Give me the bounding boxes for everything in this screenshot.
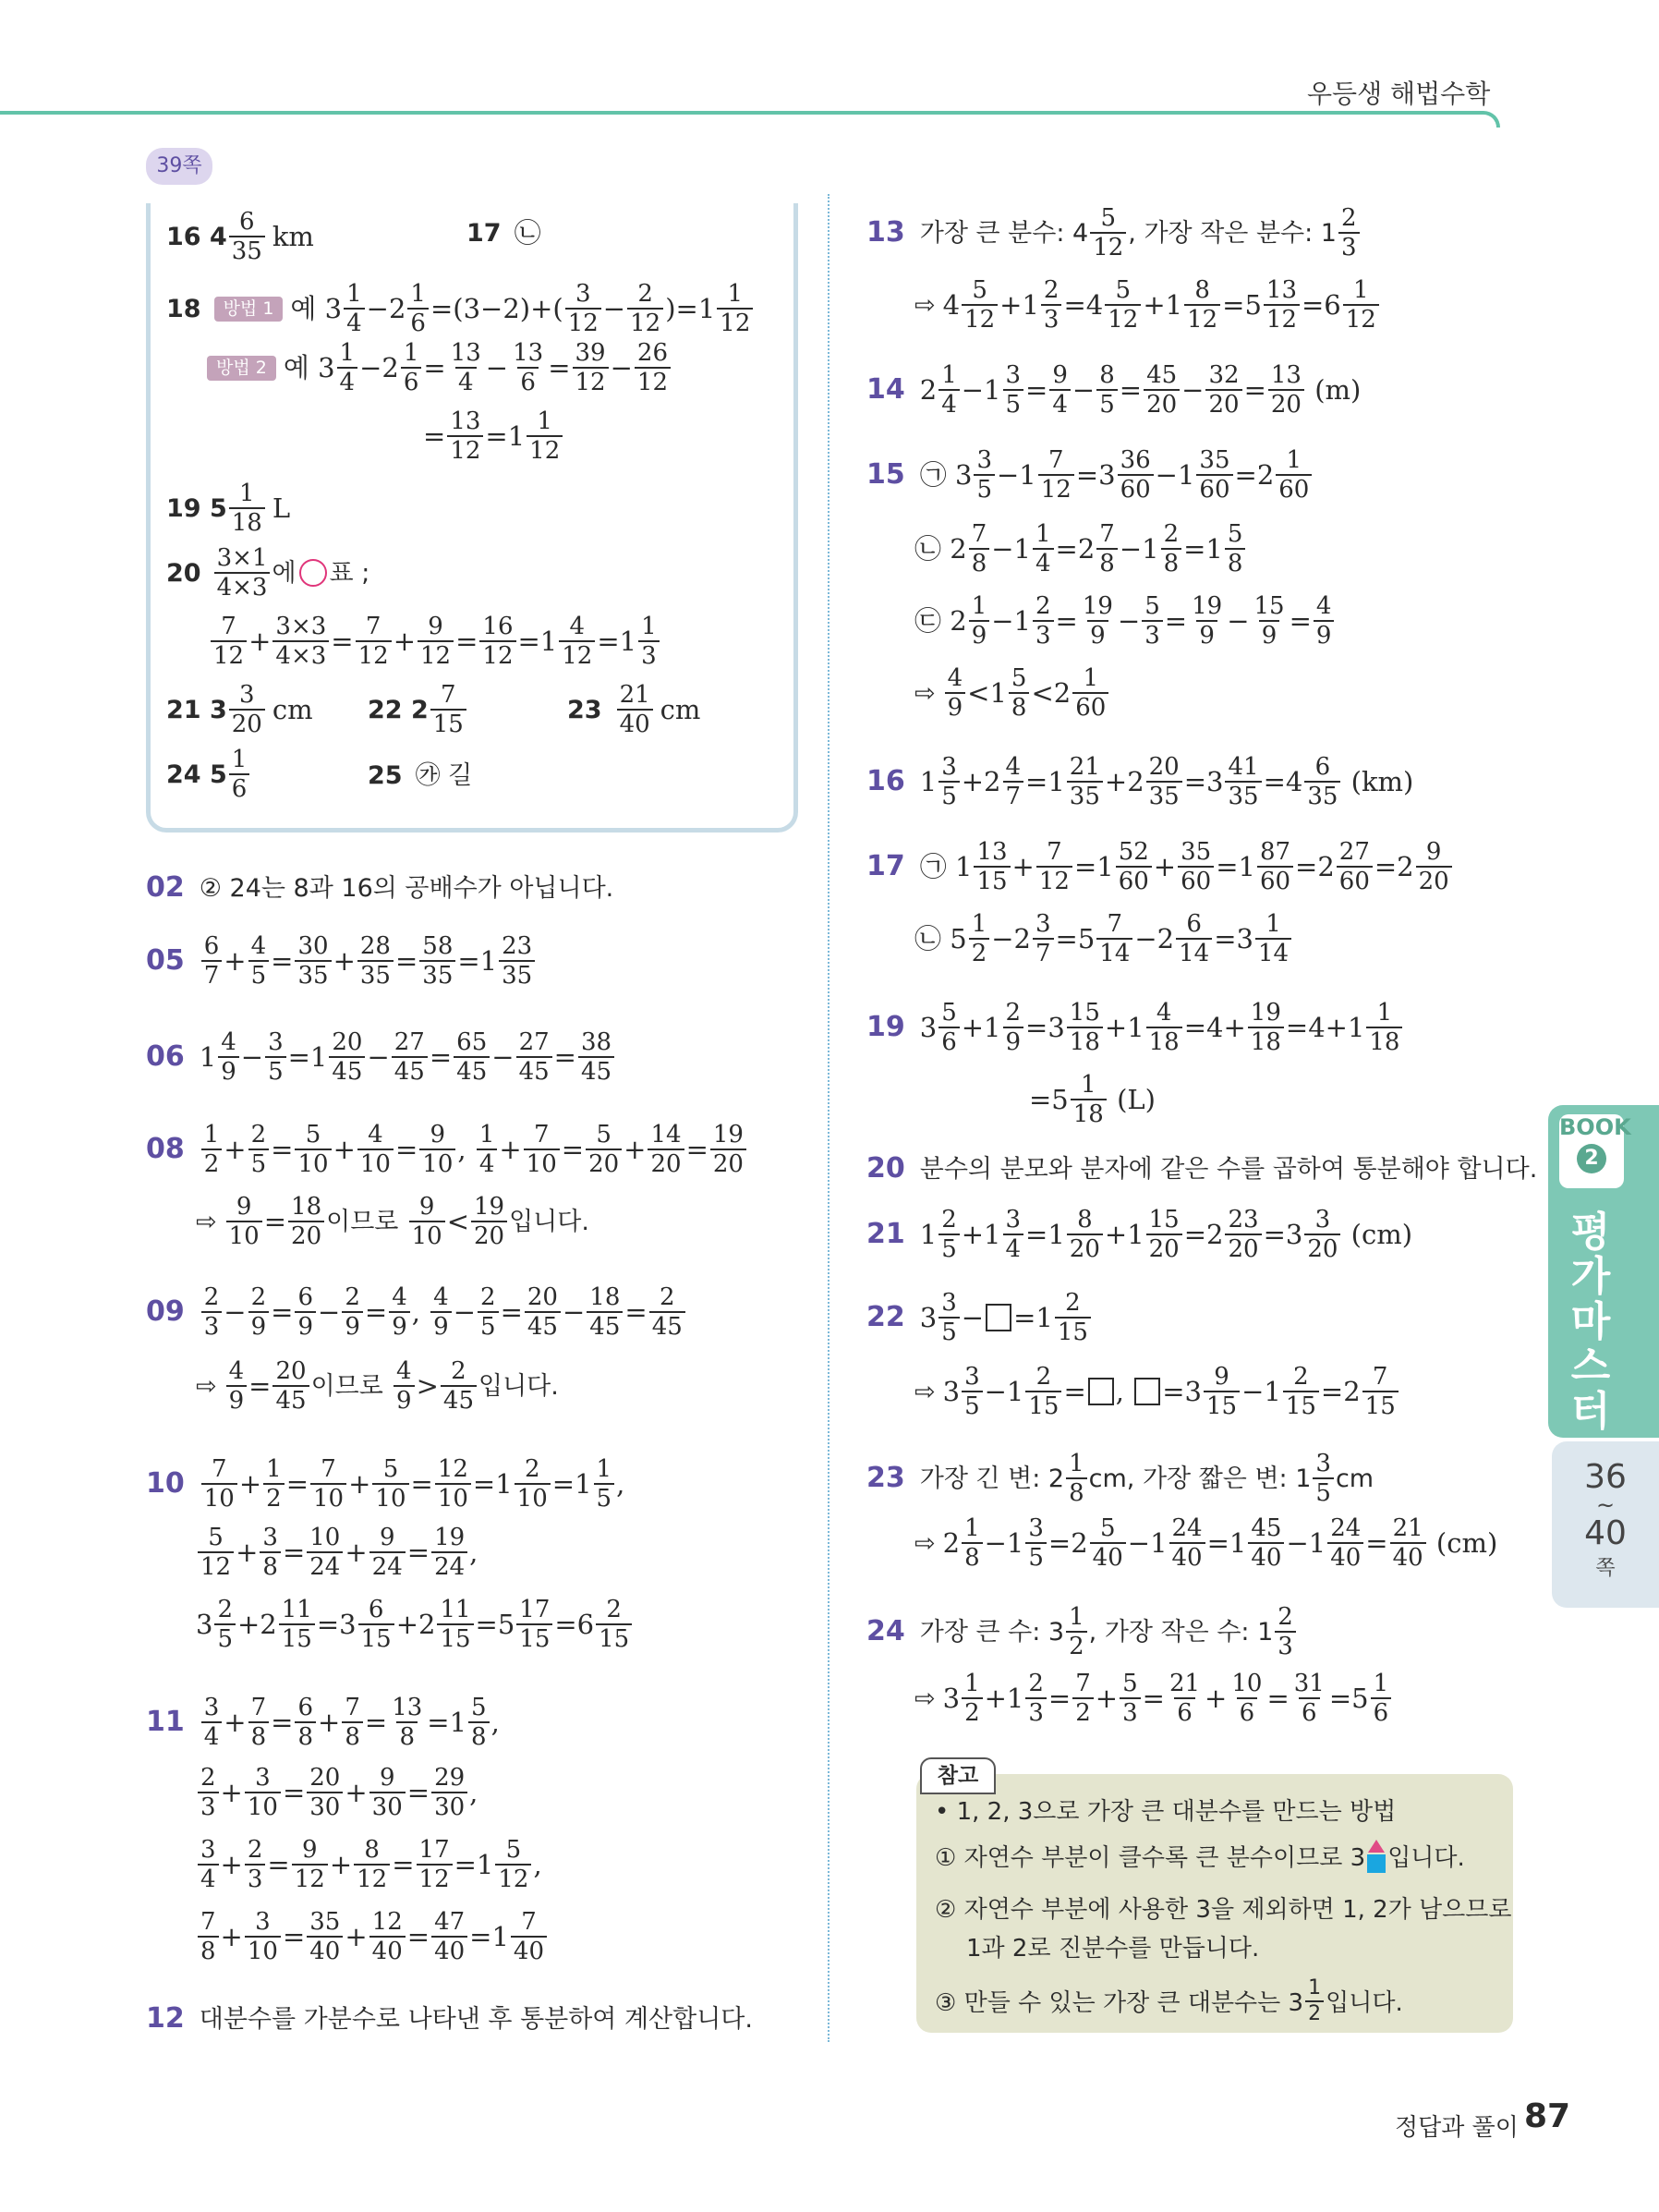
q12: 12 대분수를 가분수로 나타낸 후 통분하여 계산합니다.	[146, 2002, 753, 2035]
footer-label: 정답과 풀이	[1395, 2114, 1519, 2142]
note-line-3: ② 자연수 부분에 사용한 3을 제외하면 1, 2가 남으므로	[935, 1896, 1512, 1924]
book-badge: BOOK 2	[1559, 1114, 1624, 1188]
q23-calc: ⇨ 2 $\frac{1}{8}$ −1 $\frac{3}{5}$ =2 $\frac{5}{40}$ −1 $\frac{24}{40}$ =1 $\frac{45}{40}$ −1 $\frac{24}{40}$ = $\frac{21}{40}$ (cm)	[914, 1514, 1498, 1573]
q05: 05 $\frac{6}{7}$ + $\frac{4}{5}$ = $\frac{30}{35}$ + $\frac{28}{35}$ = $\frac{58}{35}$ =1 $\frac{23}{35}$	[146, 933, 537, 989]
q22: 22 3 $\frac{3}{5}$ − =1 $\frac{2}{15}$	[866, 1290, 1093, 1345]
q11: 11 $\frac{3}{4}$ + $\frac{7}{8}$ = $\frac{6}{8}$ + $\frac{7}{8}$ = $\frac{13}{8}$ =1 $\frac{5}{8}$ ,	[146, 1694, 500, 1752]
note-line-1: • 1, 2, 3으로 가장 큰 대분수를 만드는 방법	[935, 1798, 1397, 1826]
q08: 08 $\frac{1}{2}$ + $\frac{2}{5}$ = $\frac{5}{10}$ + $\frac{4}{10}$ = $\frac{9}{10}$ , $\frac{1}{4}$ + $\frac{7}{10}$ = $\frac{5}{20}$ + $\frac{14}{20}$ = $\frac{19}{20}$	[146, 1122, 748, 1177]
square-icon	[1367, 1854, 1386, 1873]
method-badge: 방법 2	[207, 356, 276, 381]
q06: 06 1 $\frac{4}{9}$ − $\frac{3}{5}$ =1 $\frac{20}{45}$ − $\frac{27}{45}$ = $\frac{65}{45}$ − $\frac{27}{45}$ = $\frac{38}{45}$	[146, 1029, 616, 1085]
note-line-5: ③ 만들 수 있는 가장 큰 대분수는 3 $\frac{1}{2}$ 입니다.	[935, 1976, 1403, 2025]
q11-line4: $\frac{7}{8}$ + $\frac{3}{10}$ = $\frac{35}{40}$ + $\frac{12}{40}$ = $\frac{47}{40}$ =1 $\frac{7}{40}$	[196, 1909, 549, 1964]
blank-box	[1134, 1378, 1160, 1405]
q11-line3: $\frac{3}{4}$ + $\frac{2}{3}$ = $\frac{9}{12}$ + $\frac{8}{12}$ = $\frac{17}{12}$ =1 $\frac{5}{12}$ ,	[196, 1837, 542, 1892]
circle-mark	[299, 559, 327, 587]
header-rule	[0, 111, 1500, 128]
pages-tab: 36 ~ 40 쪽	[1552, 1441, 1659, 1608]
q09-compare: ⇨ $\frac{4}{9}$ = $\frac{20}{45}$ 이므로 $\frac{4}{9}$ > $\frac{2}{45}$ 입니다.	[196, 1357, 559, 1416]
answer-18-result: = $\frac{13}{12}$ =1 $\frac{1}{12}$	[423, 408, 564, 464]
book-title: 우등생 해법수학	[1307, 79, 1491, 109]
note-tag: 참고	[920, 1757, 996, 1794]
page-tag: 39쪽	[146, 148, 212, 185]
column-divider	[828, 194, 830, 2042]
method-badge: 방법 1	[214, 297, 284, 322]
q19-result: =5 $\frac{1}{18}$ (L)	[1029, 1071, 1156, 1129]
q19: 19 3 $\frac{5}{6}$ +1 $\frac{2}{9}$ =3 $\frac{15}{18}$ +1 $\frac{4}{18}$ =4+ $\frac{19}{18}$ =4+1 $\frac{1}{18}$	[866, 1000, 1404, 1055]
answer-22: 22 2 $\frac{7}{15}$	[368, 682, 468, 737]
q09: 09 $\frac{2}{3}$ − $\frac{2}{9}$ = $\frac{6}{9}$ − $\frac{2}{9}$ = $\frac{4}{9}$ , $\frac{4}{9}$ − $\frac{2}{5}$ = $\frac{20}{45}$ − $\frac{18}{45}$ = $\frac{2}{45}$	[146, 1284, 687, 1340]
answer-20-calc: $\frac{7}{12}$ + $\frac{3\times 3}{4\times 3}$ = $\frac{7}{12}$ + $\frac{9}{12}$ = $\frac{16}{12}$ =1 $\frac{4}{12}$ =1 $\frac{1}{3}$	[209, 614, 661, 669]
answer-17: 17 ㉡	[466, 217, 541, 249]
answer-23: 23 $\frac{21}{40}$ cm	[567, 681, 701, 739]
q23: 23 가장 긴 변: 2 $\frac{1}{8}$ cm, 가장 짧은 변: 1 $\frac{3}{5}$ cm	[866, 1450, 1374, 1508]
answer-24: 24 5 $\frac{1}{6}$	[166, 747, 251, 802]
q10-line2: $\frac{5}{12}$ + $\frac{3}{8}$ = $\frac{10}{24}$ + $\frac{9}{24}$ = $\frac{19}{24}$ ,	[196, 1525, 478, 1580]
answer-21: 21 3 $\frac{3}{20}$ cm	[166, 681, 313, 739]
q24: 24 가장 큰 수: 3 $\frac{1}{2}$ , 가장 작은 수: 1 $\frac{2}{3}$	[866, 1604, 1298, 1659]
page-number: 87	[1524, 2097, 1571, 2135]
section-title: 평가마스터	[1570, 1209, 1611, 1435]
answer-16: 16 4 $\frac{6}{35}$ km	[166, 208, 314, 266]
answer-18-method1: 18 방법 1 예 3 $\frac{1}{4}$ −2 $\frac{1}{6}$ =(3−2)+( $\frac{3}{12}$ − $\frac{2}{12}$ )=1 $\frac{1}{12}$	[166, 281, 755, 336]
q17-b: ㉡ 5 $\frac{1}{2}$ −2 $\frac{3}{7}$ =5 $\frac{7}{14}$ −2 $\frac{6}{14}$ =3 $\frac{1}{14}$	[914, 911, 1293, 966]
q10-line3: 3 $\frac{2}{5}$ +2 $\frac{11}{15}$ =3 $\frac{6}{15}$ +2 $\frac{11}{15}$ =5 $\frac{17}{15}$ =6 $\frac{2}{15}$	[196, 1597, 634, 1652]
q24-calc: ⇨ 3 $\frac{1}{2}$ +1 $\frac{2}{3}$ = $\frac{7}{2}$ + $\frac{5}{3}$ = $\frac{21}{6}$ + $\frac{10}{6}$ = $\frac{31}{6}$ =5 $\frac{1}{6}$	[914, 1671, 1393, 1726]
q15-compare: ⇨ $\frac{4}{9}$ <1 $\frac{5}{8}$ <2 $\frac{1}{60}$	[914, 665, 1110, 721]
blank-box	[1088, 1378, 1114, 1405]
triangle-icon	[1368, 1840, 1385, 1853]
note-line-2: ① 자연수 부분이 클수록 큰 분수이므로 3 입니다.	[935, 1839, 1465, 1873]
q11-line2: $\frac{2}{3}$ + $\frac{3}{10}$ = $\frac{20}{30}$ + $\frac{9}{30}$ = $\frac{29}{30}$ ,	[196, 1765, 478, 1820]
q15-b: ㉡ 2 $\frac{7}{8}$ −1 $\frac{1}{4}$ =2 $\frac{7}{8}$ −1 $\frac{2}{8}$ =1 $\frac{5}{8}$	[914, 521, 1247, 577]
q08-compare: ⇨ $\frac{9}{10}$ = $\frac{18}{20}$ 이므로 $\frac{9}{10}$ < $\frac{19}{20}$ 입니다.	[196, 1193, 589, 1251]
q20: 20 분수의 분모와 분자에 같은 수를 곱하여 통분해야 합니다.	[866, 1152, 1538, 1185]
q10: 10 $\frac{7}{10}$ + $\frac{1}{2}$ = $\frac{7}{10}$ + $\frac{5}{10}$ = $\frac{12}{10}$ =1 $\frac{2}{10}$ =1 $\frac{1}{5}$ ,	[146, 1455, 625, 1513]
q14: 14 2 $\frac{1}{4}$ −1 $\frac{3}{5}$ = $\frac{9}{4}$ − $\frac{8}{5}$ = $\frac{45}{20}$ − $\frac{32}{20}$ = $\frac{13}{20}$ (m)	[866, 361, 1362, 419]
q15: 15 ㉠ 3 $\frac{3}{5}$ −1 $\frac{7}{12}$ =3 $\frac{36}{60}$ −1 $\frac{35}{60}$ =2 $\frac{1}{60}$	[866, 447, 1314, 503]
answer-20: 20 $\frac{3\times 1}{4\times 3}$ 에 표 ;	[166, 544, 370, 602]
q16: 16 1 $\frac{3}{5}$ +2 $\frac{4}{7}$ =1 $\frac{21}{35}$ +2 $\frac{20}{35}$ =3 $\frac{41}{35}$ =4 $\frac{6}{35}$ (km)	[866, 753, 1414, 811]
q21: 21 1 $\frac{2}{5}$ +1 $\frac{3}{4}$ =1 $\frac{8}{20}$ +1 $\frac{15}{20}$ =2 $\frac{23}{20}$ =3 $\frac{3}{20}$ (cm)	[866, 1206, 1413, 1264]
q13: 13 가장 큰 분수: 4 $\frac{5}{12}$ , 가장 작은 분수: 1 $\frac{2}{3}$	[866, 205, 1362, 261]
q02: 02 ② 24는 8과 16의 공배수가 아닙니다.	[146, 871, 614, 904]
q17: 17 ㉠ 1 $\frac{13}{15}$ + $\frac{7}{12}$ =1 $\frac{52}{60}$ + $\frac{35}{60}$ =1 $\frac{87}{60}$ =2 $\frac{27}{60}$ =2 $\frac{9}{20}$	[866, 839, 1454, 894]
q15-c: ㉢ 2 $\frac{1}{9}$ −1 $\frac{2}{3}$ = $\frac{19}{9}$ − $\frac{5}{3}$ = $\frac{19}{9}$ − $\frac{15}{9}$ = $\frac{4}{9}$	[914, 593, 1336, 649]
note-line-4: 1과 2로 진분수를 만듭니다.	[966, 1935, 1260, 1963]
q13-calc: ⇨ 4 $\frac{5}{12}$ +1 $\frac{2}{3}$ =4 $\frac{5}{12}$ +1 $\frac{8}{12}$ =5 $\frac{13}{12}$ =6 $\frac{1}{12}$	[914, 277, 1381, 333]
answer-19: 19 5 $\frac{1}{18}$ L	[166, 480, 291, 538]
answer-18-method2: 방법 2 예 3 $\frac{1}{4}$ −2 $\frac{1}{6}$ = $\frac{13}{4}$ − $\frac{13}{6}$ = $\frac{39}{12}$ − $\frac{26}{12}$	[207, 340, 672, 395]
blank-box	[986, 1304, 1011, 1331]
answer-25: 25 ㉮ 길	[368, 761, 473, 790]
q22-calc: ⇨ 3 $\frac{3}{5}$ −1 $\frac{2}{15}$ = , =3 $\frac{9}{15}$ −1 $\frac{2}{15}$ =2 $\frac{7}{15}$	[914, 1364, 1400, 1419]
